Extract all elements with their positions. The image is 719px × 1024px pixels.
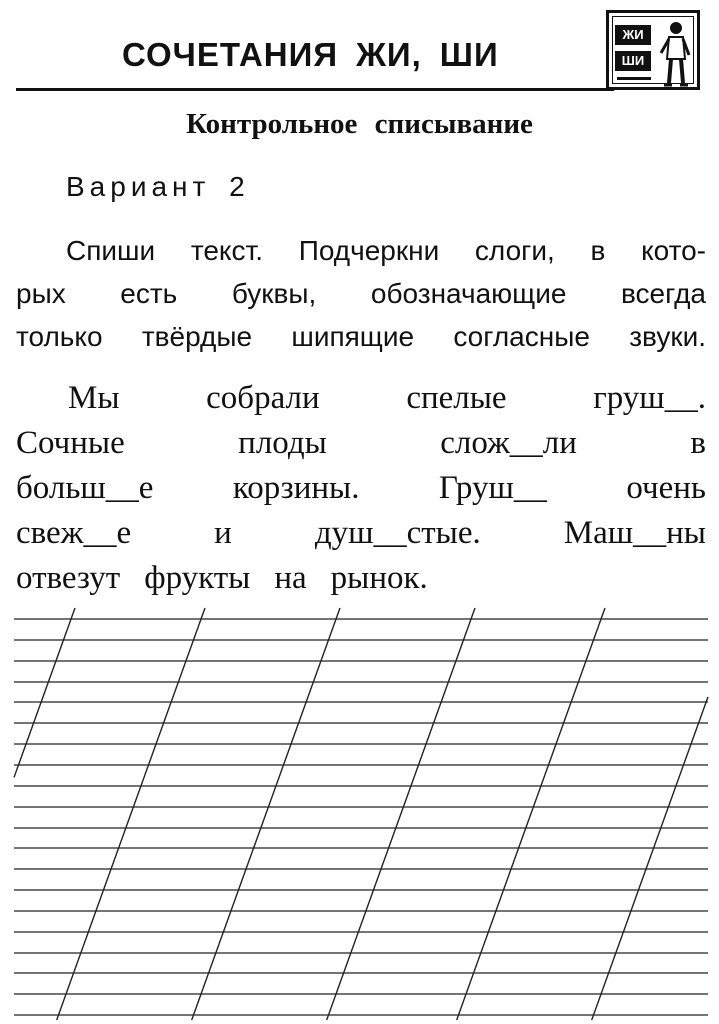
word: только <box>16 321 103 352</box>
word: фрукты <box>144 560 251 596</box>
word: в <box>690 425 706 461</box>
word: рых <box>16 278 66 309</box>
word: отвезут <box>16 560 121 596</box>
word: груш__. <box>593 380 706 416</box>
word: кото- <box>641 235 706 266</box>
logo-syllable-zhi: ЖИ <box>615 25 651 45</box>
word: Спиши <box>66 235 156 266</box>
word: Груш__ <box>438 470 547 506</box>
word: в <box>590 235 606 266</box>
subtitle: Контрольное списывание <box>186 108 533 140</box>
word: Мы <box>68 380 120 416</box>
logo-syllable-shi: ШИ <box>615 51 651 71</box>
slant-lines <box>14 608 708 1020</box>
title-word-2: ЖИ, <box>356 36 422 73</box>
slant-line <box>327 608 475 1020</box>
word: плоды <box>238 425 327 461</box>
word: буквы, <box>231 278 317 309</box>
word: очень <box>626 470 706 506</box>
word: больш__е <box>16 470 154 506</box>
word: шипящие <box>291 321 415 352</box>
word: и <box>214 515 232 551</box>
word: спелые <box>406 380 507 416</box>
word: всегда <box>621 278 706 309</box>
word: звуки. <box>629 321 706 352</box>
word: слож__ли <box>440 425 577 461</box>
slant-line <box>14 608 75 777</box>
word: душ__стые. <box>314 515 481 551</box>
title-word-3: ШИ <box>439 36 499 73</box>
word: рынок. <box>330 560 428 596</box>
word: слоги, <box>474 235 555 266</box>
word: на <box>274 560 307 596</box>
word: Подчеркни <box>298 235 440 266</box>
word: согласные <box>453 321 590 352</box>
word: текст. <box>190 235 263 266</box>
word: корзины. <box>232 470 360 506</box>
word: Маш__ны <box>563 515 706 551</box>
slant-line <box>192 608 340 1020</box>
word: твёрдые <box>141 321 253 352</box>
word: есть <box>120 278 178 309</box>
variant-label: Вариант 2 <box>66 171 250 202</box>
title-word-1: СОЧЕТАНИЯ <box>122 36 339 73</box>
slant-line <box>57 608 205 1020</box>
slant-line <box>457 608 605 1020</box>
word: Сочные <box>16 425 125 461</box>
ruled-lines <box>14 619 708 1015</box>
word: свеж__е <box>16 515 132 551</box>
word: собрали <box>206 380 320 416</box>
word: обозначающие <box>370 278 567 309</box>
slant-line <box>592 697 708 1020</box>
